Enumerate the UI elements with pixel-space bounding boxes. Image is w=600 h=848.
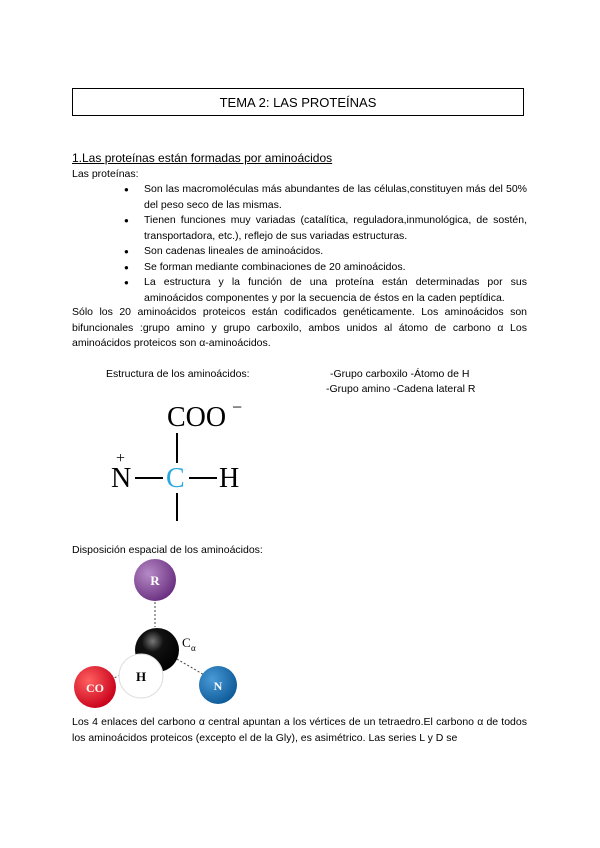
co-label: CO <box>86 681 104 695</box>
body-paragraph: Sólo los 20 aminoácidos proteicos están codificados genéticamente. Los aminoácidos son bifuncionales :grupo amino y grupo carboxilo, ambos unidos al átomo de carbono α Los aminoácidos proteicos son α-aminoácidos. <box>72 306 527 349</box>
final-paragraph: Los 4 enlaces del carbono α central apuntan a los vértices de un tetraedro.El carbono α de todos los aminoácidos proteicos (excepto el de la Gly), es asimétrico. Las series L y D se <box>72 716 527 744</box>
h-label: H <box>135 669 147 684</box>
c-alpha-subscript: α <box>191 643 196 653</box>
n-label: N <box>213 679 223 693</box>
structure-label: Estructura de los aminoácidos: <box>106 368 250 380</box>
intro-text: Las proteínas: <box>72 168 139 180</box>
bullet-item: ● La estructura y la función de una proteína están determinadas por sus aminoácidos componentes y por la secuencia de éstos en la caden peptídica. <box>144 275 527 306</box>
hydrogen-label: H <box>219 463 240 494</box>
groups-line-1: -Grupo carboxilo -Átomo de H <box>330 368 470 380</box>
spatial-label: Disposición espacial de los aminoácidos: <box>72 544 263 556</box>
spatial-arrangement-diagram <box>70 555 270 715</box>
bullet-item: ● Son cadenas lineales de aminoácidos. <box>144 244 527 260</box>
section-heading: 1.Las proteínas están formadas por aminoácidos <box>72 151 333 165</box>
alpha-carbon-label: C <box>166 463 185 494</box>
bullet-item: ● Tienen funciones muy variadas (catalítica, reguladora,inmunológica, de sostén, transportadora, etc.), reflejo de sus variadas estructuras. <box>144 213 527 244</box>
bullet-item: ● Se forman mediante combinaciones de 20 aminoácidos. <box>144 260 527 276</box>
amino-acid-structure-diagram <box>100 395 300 525</box>
groups-line-2: -Grupo amino -Cadena lateral R <box>326 383 476 395</box>
bullet-item: ● Son las macromoléculas más abundantes de las células,constituyen más del 50% del peso seco de las mismas. <box>144 182 527 213</box>
c-alpha-label: C <box>182 635 191 650</box>
amino-group-label: N <box>111 463 132 494</box>
carboxyl-charge: − <box>232 397 243 417</box>
carboxyl-group-label: COO <box>167 402 227 433</box>
page-title: TEMA 2: LAS PROTEÍNAS <box>72 88 524 116</box>
r-label: R <box>150 573 160 588</box>
amino-charge: + <box>116 450 126 467</box>
bullet-list <box>72 182 527 306</box>
